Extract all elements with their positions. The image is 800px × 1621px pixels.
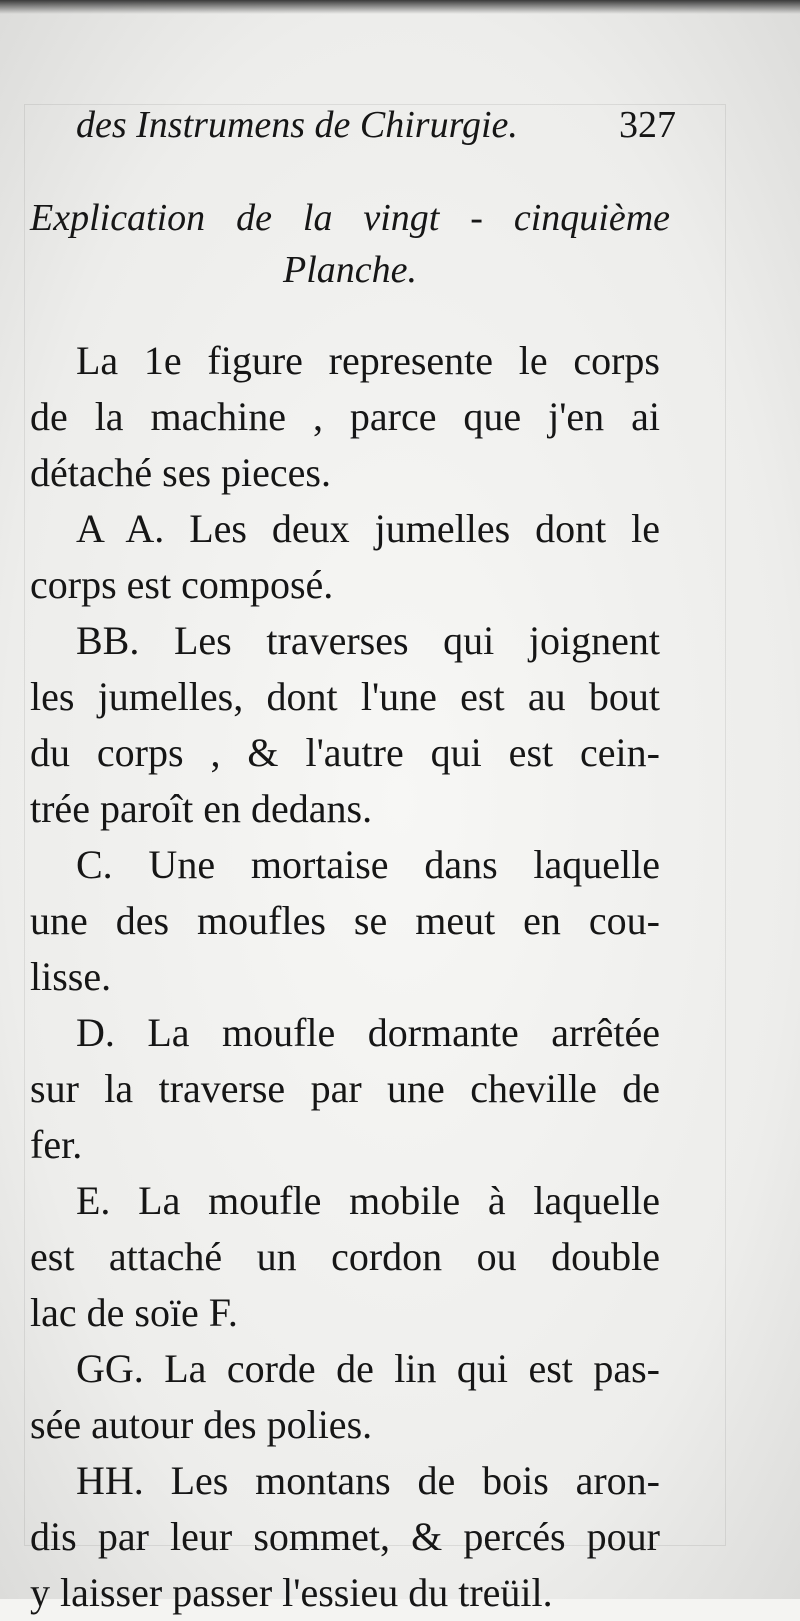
paragraph [30, 333, 660, 501]
text-line: sée autour des polies. [30, 1402, 373, 1447]
text-line: GG. La corde de lin qui est pas- [76, 1346, 660, 1391]
page-edge-shadow [0, 0, 800, 14]
plate-title-line: Explication de la vingt - cinquième [30, 197, 670, 239]
paragraph [30, 1341, 660, 1453]
text-line: de la machine , parce que j'en ai [30, 394, 660, 439]
text-line: E. La moufle mobile à laquelle [76, 1178, 660, 1223]
text-line: y laisser passer l'essieu du treüil. [30, 1570, 553, 1615]
text-line: du corps , & l'autre qui est cein- [30, 730, 660, 775]
text-line: La 1e figure represente le corps [76, 338, 660, 383]
text-line: lac de soïe F. [30, 1290, 238, 1335]
text-line: D. La moufle dormante arrêtée [76, 1010, 660, 1055]
text-line: une des moufles se meut en cou- [30, 898, 660, 943]
running-head-title: des Instrumens de Chirurgie. [76, 104, 518, 146]
running-head [76, 100, 676, 150]
plate-title-line: Planche. [282, 249, 417, 291]
text-line: détaché ses pieces. [30, 450, 331, 495]
text-line: est attaché un cordon ou double [30, 1234, 660, 1279]
paragraph [30, 501, 660, 613]
text-line: BB. Les traverses qui joignent [76, 618, 660, 663]
text-line: lisse. [30, 954, 112, 999]
text-line: corps est composé. [30, 562, 334, 607]
text-line: fer. [30, 1122, 83, 1167]
text-line: sur la traverse par une cheville de [30, 1066, 660, 1111]
body-text [30, 333, 660, 1621]
text-line: HH. Les montans de bois aron- [76, 1458, 660, 1503]
paragraph [30, 1173, 660, 1341]
text-line: A A. Les deux jumelles dont le [76, 506, 660, 551]
paragraph [30, 613, 660, 837]
text-line: dis par leur sommet, & percés pour [30, 1514, 660, 1559]
paragraph [30, 1005, 660, 1173]
text-line: trée paroît en dedans. [30, 786, 373, 831]
text-line: les jumelles, dont l'une est au bout [30, 674, 660, 719]
paragraph [30, 1453, 660, 1621]
page-number: 327 [619, 104, 676, 146]
plate-title [30, 192, 670, 296]
paragraph [30, 837, 660, 1005]
text-line: C. Une mortaise dans laquelle [76, 842, 660, 887]
